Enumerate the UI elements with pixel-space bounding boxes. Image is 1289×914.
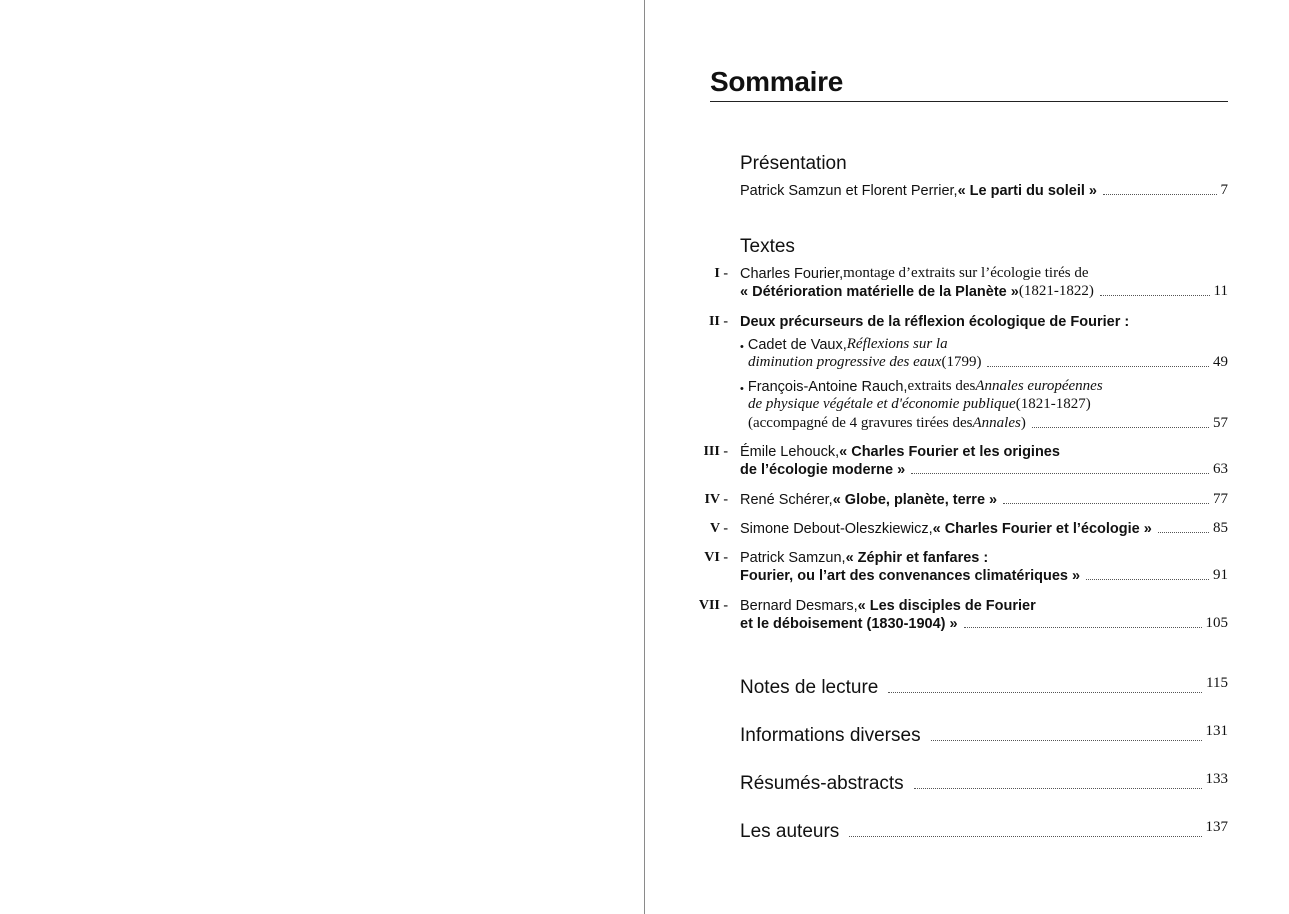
entry-work: « Charles Fourier et l’écologie » [932, 520, 1152, 537]
page-spread-divider [644, 0, 645, 914]
toc-section-resumes-abstracts[interactable] [740, 770, 1228, 796]
page-number: 133 [1205, 771, 1228, 787]
entry-numeral: II - [708, 313, 728, 329]
page-number: 131 [1205, 723, 1228, 739]
toc-entry-2[interactable] [700, 311, 1228, 330]
section-heading-presentation: Présentation [740, 153, 847, 174]
dot-leader [987, 366, 1209, 367]
entry-numeral: VII - [698, 597, 728, 613]
section-label: Résumés-abstracts [740, 773, 904, 794]
toc-entry-1[interactable] [700, 263, 1228, 300]
page-number: 77 [1213, 490, 1228, 507]
toc-section-informations-diverses[interactable] [740, 722, 1228, 748]
dot-leader [1103, 194, 1217, 195]
toc-entry-presentation[interactable] [700, 180, 1228, 199]
entry-work: de l’écologie moderne » [740, 462, 906, 478]
entry-note-work: Annales [972, 414, 1021, 431]
toc-section-les-auteurs[interactable] [740, 818, 1228, 844]
section-label: Les auteurs [740, 821, 840, 842]
entry-author: Simone Debout-Oleszkiewicz, [740, 520, 933, 537]
toc-entry-3[interactable] [700, 441, 1228, 478]
entry-author: René Schérer, [740, 491, 833, 508]
entry-work: « Charles Fourier et les origines [839, 443, 1060, 460]
entry-note-close: ) [1020, 414, 1026, 431]
entry-work: « Zéphir et fanfares : [845, 549, 989, 566]
page-number: 63 [1213, 461, 1228, 477]
dot-leader [911, 473, 1209, 474]
dot-leader [931, 740, 1202, 741]
entry-heading: Deux précurseurs de la réflexion écologique de Fourier : [740, 313, 1130, 330]
page-title: Sommaire [710, 64, 1228, 102]
entry-author: Bernard Desmars, [740, 597, 858, 614]
toc-subentry-rauch[interactable] [700, 376, 1228, 432]
entry-author: Émile Lehouck, [740, 443, 840, 460]
entry-work: de physique végétale et d'économie publique [748, 396, 1016, 412]
toc-entry-7[interactable] [700, 595, 1228, 632]
entry-years: (1799) [941, 354, 982, 370]
entry-work: Fourier, ou l’art des convenances climatériques » [740, 568, 1081, 584]
dot-leader [1100, 295, 1210, 296]
toc-page [700, 0, 1240, 914]
entry-author: Charles Fourier, [740, 265, 844, 282]
entry-work: « Globe, planète, terre » [832, 491, 998, 508]
entry-years: (1821-1822) [1018, 283, 1094, 299]
entry-numeral: V - [709, 520, 728, 536]
bullet-icon: • [740, 382, 744, 395]
page-number: 7 [1220, 181, 1228, 198]
page-number: 11 [1213, 283, 1228, 299]
toc-section-notes-de-lecture[interactable] [740, 674, 1228, 700]
entry-author: François-Antoine Rauch, [747, 378, 908, 395]
dot-leader [1003, 503, 1209, 504]
entry-note: (accompagné de 4 gravures tirées des [748, 414, 973, 431]
dot-leader [849, 836, 1201, 837]
page-number: 57 [1213, 414, 1228, 431]
dot-leader [888, 692, 1202, 693]
entry-author: Cadet de Vaux, [747, 336, 847, 353]
dot-leader [914, 788, 1202, 789]
page-number: 137 [1205, 819, 1228, 835]
entry-work: et le déboisement (1830-1904) » [740, 616, 958, 632]
entry-numeral: VI - [704, 549, 728, 565]
entry-work: diminution progressive des eaux [748, 354, 942, 370]
page-number: 115 [1206, 675, 1228, 691]
entry-description: montage d’extraits sur l’écologie tirés de [843, 264, 1089, 281]
entry-numeral: III - [703, 443, 728, 459]
dot-leader [1032, 427, 1209, 428]
entry-years: (1821-1827) [1015, 396, 1091, 412]
section-heading-textes: Textes [740, 236, 795, 257]
entry-author: Patrick Samzun et Florent Perrier, [740, 182, 958, 199]
page-number: 91 [1213, 567, 1228, 583]
toc-entry-6[interactable] [700, 547, 1228, 584]
bullet-icon: • [740, 340, 744, 353]
page-number: 49 [1213, 354, 1228, 370]
page-number: 85 [1213, 519, 1228, 536]
entry-work: Annales européennes [975, 377, 1103, 394]
dot-leader [964, 627, 1202, 628]
entry-author: Patrick Samzun, [740, 549, 846, 566]
toc-entry-5[interactable] [700, 518, 1228, 537]
dot-leader [1086, 579, 1209, 580]
entry-work: « Détérioration matérielle de la Planète » [740, 284, 1019, 300]
entry-work: « Le parti du soleil » [957, 182, 1097, 199]
page-number: 105 [1205, 615, 1228, 631]
section-label: Informations diverses [740, 725, 921, 746]
entry-numeral: IV - [704, 491, 728, 507]
entry-description: extraits des [907, 377, 976, 394]
entry-work: « Les disciples de Fourier [857, 597, 1036, 614]
entry-work: Réflexions sur la [846, 335, 948, 352]
toc-entry-4[interactable] [700, 489, 1228, 508]
dot-leader [1158, 532, 1209, 533]
section-label: Notes de lecture [740, 677, 879, 698]
entry-numeral: I - [714, 265, 728, 281]
toc-subentry-cadet-de-vaux[interactable] [700, 334, 1228, 371]
